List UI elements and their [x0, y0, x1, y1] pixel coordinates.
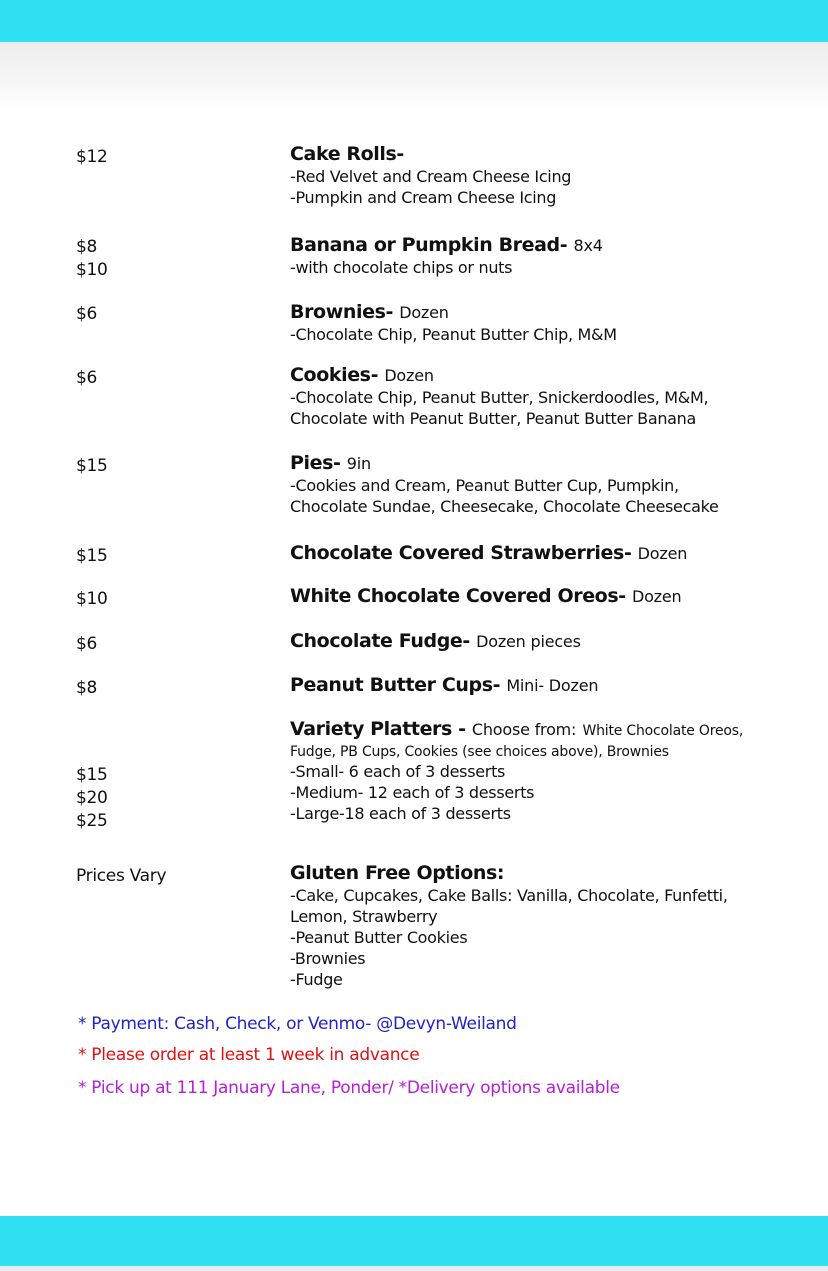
- platter-price-small: $15: [76, 765, 108, 785]
- platters-item: [290, 718, 810, 824]
- platter-size: -Medium- 12 each of 3 desserts: [290, 783, 535, 802]
- strawberries-item: [290, 542, 790, 565]
- gluten-free-option: -Peanut Butter Cookies: [290, 928, 468, 947]
- platter-price-large: $25: [76, 811, 108, 831]
- gluten-free-title: Gluten Free Options:: [290, 862, 505, 884]
- platter-price-medium: $20: [76, 788, 108, 808]
- pies-size: 9in: [346, 454, 371, 473]
- platter-size: -Large-18 each of 3 desserts: [290, 804, 511, 823]
- oreos-price: $10: [76, 589, 108, 609]
- cookies-qty: Dozen: [384, 366, 434, 385]
- bread-option: -with chocolate chips or nuts: [290, 258, 513, 277]
- brownies-title: Brownies-: [290, 301, 393, 323]
- strawberries-qty: Dozen: [637, 544, 688, 563]
- oreos-title: White Chocolate Covered Oreos-: [290, 585, 626, 607]
- header-shadow: [0, 42, 828, 112]
- fudge-item: [290, 630, 790, 653]
- oreos-qty: Dozen: [631, 587, 682, 606]
- bread-size: 8x4: [573, 236, 603, 255]
- cookies-option: -Chocolate Chip, Peanut Butter, Snickerdoodles, M&M,: [290, 388, 709, 407]
- pies-option: -Cookies and Cream, Peanut Butter Cup, Pumpkin,: [290, 476, 679, 495]
- platters-choose-first: White Chocolate Oreos,: [582, 723, 744, 739]
- gluten-free-price: Prices Vary: [76, 866, 167, 886]
- gluten-free-option: -Cake, Cupcakes, Cake Balls: Vanilla, Chocolate, Funfetti,: [290, 886, 728, 905]
- bread-title: Banana or Pumpkin Bread-: [290, 234, 568, 256]
- platters-choose: Choose from:: [471, 720, 577, 739]
- fudge-qty: Dozen pieces: [476, 632, 581, 651]
- bread-price-small: $8: [76, 237, 98, 257]
- cake-rolls-title: Cake Rolls-: [290, 143, 404, 165]
- cake-rolls-option: -Red Velvet and Cream Cheese Icing: [290, 167, 572, 186]
- oreos-item: [290, 585, 790, 608]
- cookies-title: Cookies-: [290, 364, 379, 386]
- pies-price: $15: [76, 456, 108, 476]
- top-color-bar: [0, 0, 828, 42]
- cake-rolls-option: -Pumpkin and Cream Cheese Icing: [290, 188, 557, 207]
- bread-price-large: $10: [76, 260, 108, 280]
- gluten-free-option: -Brownies: [290, 949, 366, 968]
- pb-cups-item: [290, 674, 790, 697]
- pb-cups-qty: Mini- Dozen: [506, 676, 599, 695]
- pb-cups-price: $8: [76, 678, 98, 698]
- strawberries-price: $15: [76, 546, 108, 566]
- platter-size: -Small- 6 each of 3 desserts: [290, 762, 506, 781]
- payment-note: * Payment: Cash, Check, or Venmo- @Devyn-Weiland: [78, 1014, 517, 1034]
- brownies-qty: Dozen: [399, 303, 449, 322]
- pickup-note: * Pick up at 111 January Lane, Ponder/ *Delivery options available: [78, 1078, 620, 1098]
- gluten-free-option: -Fudge: [290, 970, 343, 989]
- bottom-color-bar: [0, 1216, 828, 1266]
- brownies-item: [290, 301, 790, 345]
- fudge-title: Chocolate Fudge-: [290, 630, 470, 652]
- bread-item: [290, 234, 790, 278]
- brownies-option: -Chocolate Chip, Peanut Butter Chip, M&M: [290, 325, 617, 344]
- strawberries-title: Chocolate Covered Strawberries-: [290, 542, 632, 564]
- order-advance-note: * Please order at least 1 week in advance: [78, 1045, 420, 1065]
- pies-item: [290, 452, 790, 517]
- gluten-free-item: [290, 862, 790, 990]
- bottom-edge: [0, 1266, 828, 1271]
- fudge-price: $6: [76, 634, 98, 654]
- cookies-item: [290, 364, 790, 429]
- pb-cups-title: Peanut Butter Cups-: [290, 674, 501, 696]
- gluten-free-option: Lemon, Strawberry: [290, 907, 438, 926]
- pies-option: Chocolate Sundae, Cheesecake, Chocolate Cheesecake: [290, 497, 719, 516]
- cookies-price: $6: [76, 368, 98, 388]
- brownies-price: $6: [76, 304, 98, 324]
- cake-rolls-item: [290, 143, 790, 208]
- platters-choices: Fudge, PB Cups, Cookies (see choices above), Brownies: [290, 744, 669, 760]
- pies-title: Pies-: [290, 452, 341, 474]
- cookies-option: Chocolate with Peanut Butter, Peanut Butter Banana: [290, 409, 697, 428]
- cake-rolls-price: $12: [76, 147, 108, 167]
- platters-title: Variety Platters -: [290, 718, 466, 740]
